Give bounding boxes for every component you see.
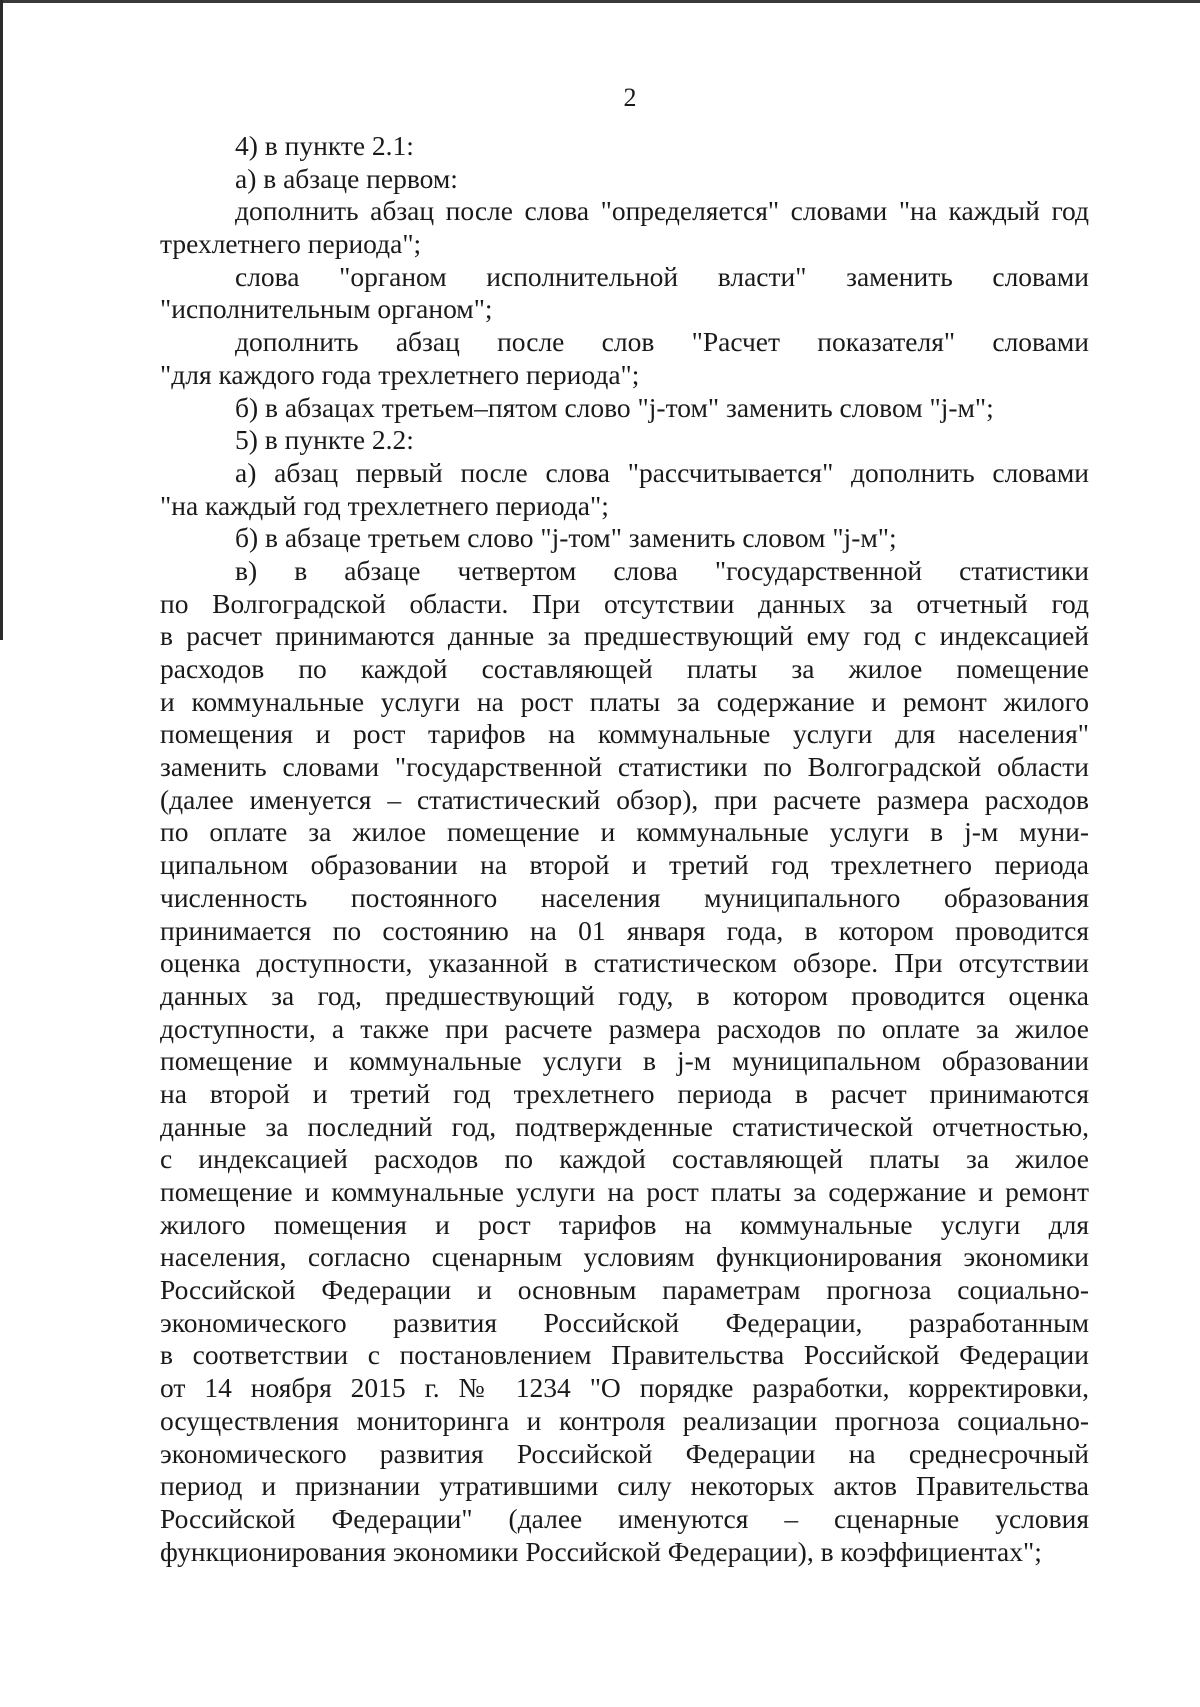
text-line: 4) в пункте 2.1: xyxy=(235,130,414,161)
text-line: доступности, а также при расчете размера расходов по оплате за жилое xyxy=(160,1012,1089,1044)
text-line: дополнить абзац после слов "Расчет показателя" словами xyxy=(235,326,1089,358)
text-line: от 14 ноября 2015 г. № 1234 "О порядке разработки, корректировки, xyxy=(160,1372,1089,1404)
text-line: и коммунальные услуги на рост платы за содержание и ремонт жилого xyxy=(160,685,1089,717)
text-line: численность постоянного населения муниципального образования xyxy=(160,881,1089,913)
text-line: 5) в пункте 2.2: xyxy=(235,424,414,456)
text-line: осуществления мониторинга и контроля реализации прогноза социально- xyxy=(160,1404,1089,1436)
text-line: "исполнительным органом"; xyxy=(160,293,493,325)
text-line: (далее именуется – статистический обзор), при расчете размера расходов xyxy=(160,783,1089,815)
text-line: ципальном образовании на второй и третий год трехлетнего периода xyxy=(160,849,1089,881)
text-line: населения, согласно сценарным условиям функционирования экономики xyxy=(160,1241,1089,1273)
text-line: дополнить абзац после слова "определяется" словами "на каждый год xyxy=(235,195,1089,227)
text-line: Российской Федерации и основным параметрам прогноза социально- xyxy=(160,1274,1089,1306)
text-line: помещение и коммунальные услуги на рост платы за содержание и ремонт xyxy=(160,1176,1089,1207)
text-line: экономического развития Российской Федерации, разработанным xyxy=(160,1306,1089,1338)
text-line: б) в абзацах третьем–пятом слово "j-том" заменить словом "j-м"; xyxy=(235,391,994,423)
text-line: "на каждый год трехлетнего периода"; xyxy=(160,489,609,521)
text-line: по Волгоградской области. При отсутствии данных за отчетный год xyxy=(160,587,1089,619)
text-line: экономического развития Российской Федерации на среднесрочный xyxy=(160,1437,1089,1469)
text-line: принимается по состоянию на 01 января года, в котором проводится xyxy=(160,914,1089,946)
text-line: б) в абзаце третьем слово "j-том" заменить словом "j-м"; xyxy=(235,522,897,554)
text-line: а) в абзаце первом: xyxy=(235,162,458,194)
text-line: трехлетнего периода"; xyxy=(160,228,422,260)
text-line: заменить словами "государственной статистики по Волгоградской области xyxy=(160,751,1089,783)
text-line: период и признании утратившими силу некоторых актов Правительства xyxy=(160,1470,1089,1502)
text-line: функционирования экономики Российской Федерации), в коэффициентах"; xyxy=(160,1535,1042,1567)
text-line: жилого помещения и рост тарифов на коммунальные услуги для xyxy=(160,1208,1089,1240)
text-line: на второй и третий год трехлетнего периода в расчет принимаются xyxy=(160,1077,1089,1109)
text-line: с индексацией расходов по каждой составляющей платы за жилое xyxy=(160,1143,1089,1175)
page-number: 2 xyxy=(623,83,637,112)
text-line: слова "органом исполнительной власти" заменить словами xyxy=(235,260,1089,292)
text-line: данные за последний год, подтвержденные статистической отчетностью, xyxy=(160,1110,1089,1142)
text-line: а) абзац первый после слова "рассчитывается" дополнить словами xyxy=(235,456,1089,488)
text-line: данных за год, предшествующий году, в котором проводится оценка xyxy=(160,979,1089,1011)
scan-edge-top xyxy=(0,0,1200,3)
text-line: в расчет принимаются данные за предшествующий ему год с индексацией xyxy=(160,620,1089,652)
text-line: в) в абзаце четвертом слова "государственной статистики xyxy=(235,554,1089,586)
text-line: "для каждого года трехлетнего периода"; xyxy=(160,358,640,390)
text-line: Российской Федерации" (далее именуются – сценарные условия xyxy=(160,1502,1089,1534)
text-line: по оплате за жилое помещение и коммунальные услуги в j-м муни- xyxy=(160,816,1089,848)
text-line: расходов по каждой составляющей платы за жилое помещение xyxy=(160,653,1089,684)
document-body xyxy=(160,130,1089,1568)
text-line: помещение и коммунальные услуги в j-м муниципальном образовании xyxy=(160,1045,1089,1077)
text-line: оценка доступности, указанной в статистическом обзоре. При отсутствии xyxy=(160,947,1089,979)
text-line: помещения и рост тарифов на коммунальные услуги для населения" xyxy=(160,718,1089,750)
text-line: в соответствии с постановлением Правительства Российской Федерации xyxy=(160,1339,1089,1371)
